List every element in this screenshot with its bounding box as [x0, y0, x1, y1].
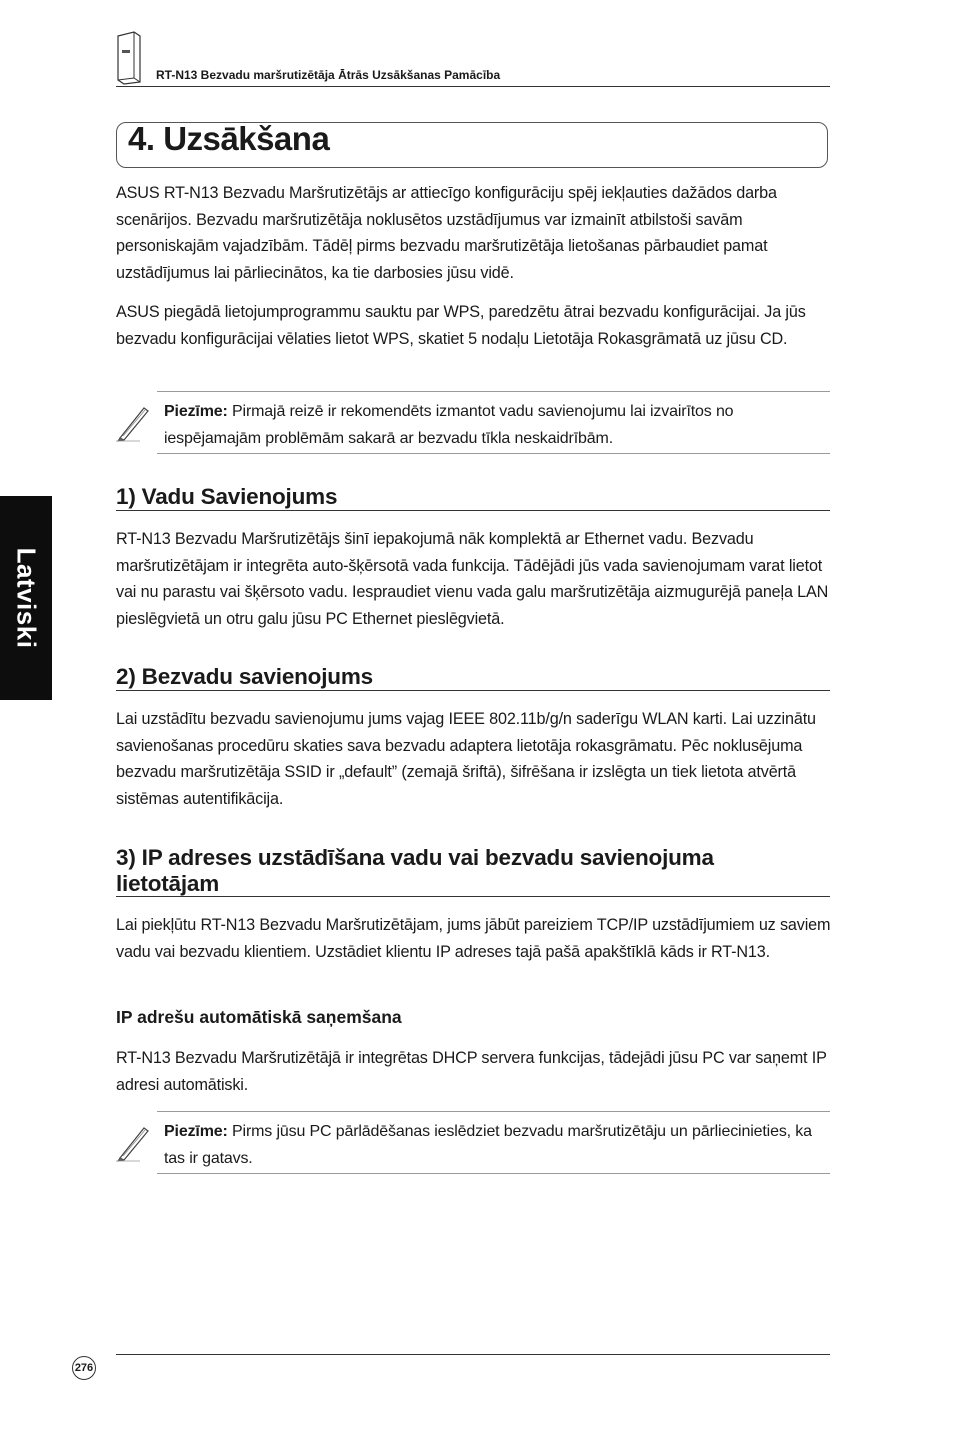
chapter-title: 4. Uzsākšana	[128, 120, 330, 157]
section-3-subtext: RT-N13 Bezvadu Maršrutizētājā ir integrētas DHCP servera funkcijas, tādejādi jūsu PC var saņemt IP adresi automātiski.	[116, 1049, 827, 1094]
section-2-rule	[116, 690, 830, 691]
section-1-rule	[116, 510, 830, 511]
page-number: 276	[72, 1356, 96, 1380]
router-icon	[114, 30, 144, 91]
section-2-text: Lai uzstādītu bezvadu savienojumu jums vajag IEEE 802.11b/g/n saderīgu WLAN karti. Lai uzzinātu savienošanas procedūru skaties sava bezvadu adaptera lietotāja rokasgrāmatu. Pēc noklusējuma bezvadu maršrutizētāja SSID ir „default” (zemajā šriftā), šifrēšana ir izslēgta un tiek lietota atvērtā sistēmas autentifikācija.	[116, 710, 816, 808]
note-2-top-rule	[157, 1111, 830, 1112]
pen-icon	[114, 402, 154, 447]
header-title: RT-N13 Bezvadu maršrutizētāja Ātrās Uzsākšanas Pamācība	[156, 68, 501, 82]
intro-paragraph-2: ASUS piegādā lietojumprogrammu sauktu par WPS, paredzētu ātrai bezvadu konfigurācijai. Ja jūs bezvadu konfigurācijai vēlaties lietot WPS, skatiet 5 nodaļu Lietotāja Rokasgrāmatā uz jūsu CD.	[116, 303, 806, 348]
intro-paragraph-1: ASUS RT-N13 Bezvadu Maršrutizētājs ar attiecīgo konfigurāciju spēj iekļauties dažādos darba scenārijos. Bezvadu maršrutizētāja noklusētos uzstādījumus var izmainīt atbilstoši savām personiskajām vajadzībām. Tādēļ pirms bezvadu maršrutizētāja lietošanas pārbaudiet pamat uzstādījumus lai pārliecinātos, ka tie darbosies jūsu vidē.	[116, 184, 777, 282]
pen-icon	[114, 1122, 154, 1167]
header-divider	[116, 86, 830, 87]
note-top-rule	[157, 391, 830, 392]
note-2-text: Pirms jūsu PC pārlādēšanas ieslēdziet bezvadu maršrutizētāju un pārliecinieties, ka tas ir gatavs.	[164, 1123, 812, 1167]
section-3-subheading: IP adrešu automātiskā saņemšana	[116, 1007, 402, 1027]
note-1-text: Pirmajā reizē ir rekomendēts izmantot vadu savienojumu lai izvairītos no iespējamajām problēmām sakarā ar bezvadu tīkla neskaidrībām.	[164, 403, 734, 447]
note-bottom-rule	[157, 453, 830, 454]
note-2	[164, 1119, 824, 1172]
note-2-bottom-rule	[157, 1173, 830, 1174]
language-side-tab	[0, 496, 52, 700]
section-1-heading: 1) Vadu Savienojums	[116, 484, 338, 509]
section-3-heading: 3) IP adreses uzstādīšana vadu vai bezvadu savienojuma lietotājam	[116, 845, 714, 896]
note-1-label: Piezīme:	[164, 403, 228, 420]
section-3-rule	[116, 896, 830, 897]
section-2-heading: 2) Bezvadu savienojums	[116, 664, 373, 689]
note-1	[164, 399, 824, 452]
footer-divider	[116, 1354, 830, 1355]
section-1-text: RT-N13 Bezvadu Maršrutizētājs šinī iepakojumā nāk komplektā ar Ethernet vadu. Bezvadu maršrutizētājam ir integrēta auto-šķērsotā vada funkcija. Tādējādi jūs vada savienojumam varat lietot vai nu parastu vai šķērsoto vadu. Iespraudiet vienu vada galu maršrutizētāja aizmugurējā paneļa LAN pieslēgvietā un otru galu jūsu PC Ethernet pieslēgvietā.	[116, 530, 829, 628]
note-2-label: Piezīme:	[164, 1123, 228, 1140]
language-label: Latviski	[11, 547, 42, 649]
section-3-text: Lai piekļūtu RT-N13 Bezvadu Maršrutizētājam, jums jābūt pareiziem TCP/IP uzstādījumiem uz saviem vadu vai bezvadu klientiem. Uzstādiet klientu IP adreses tajā pašā apakštīklā kāds ir RT-N13.	[116, 916, 831, 961]
